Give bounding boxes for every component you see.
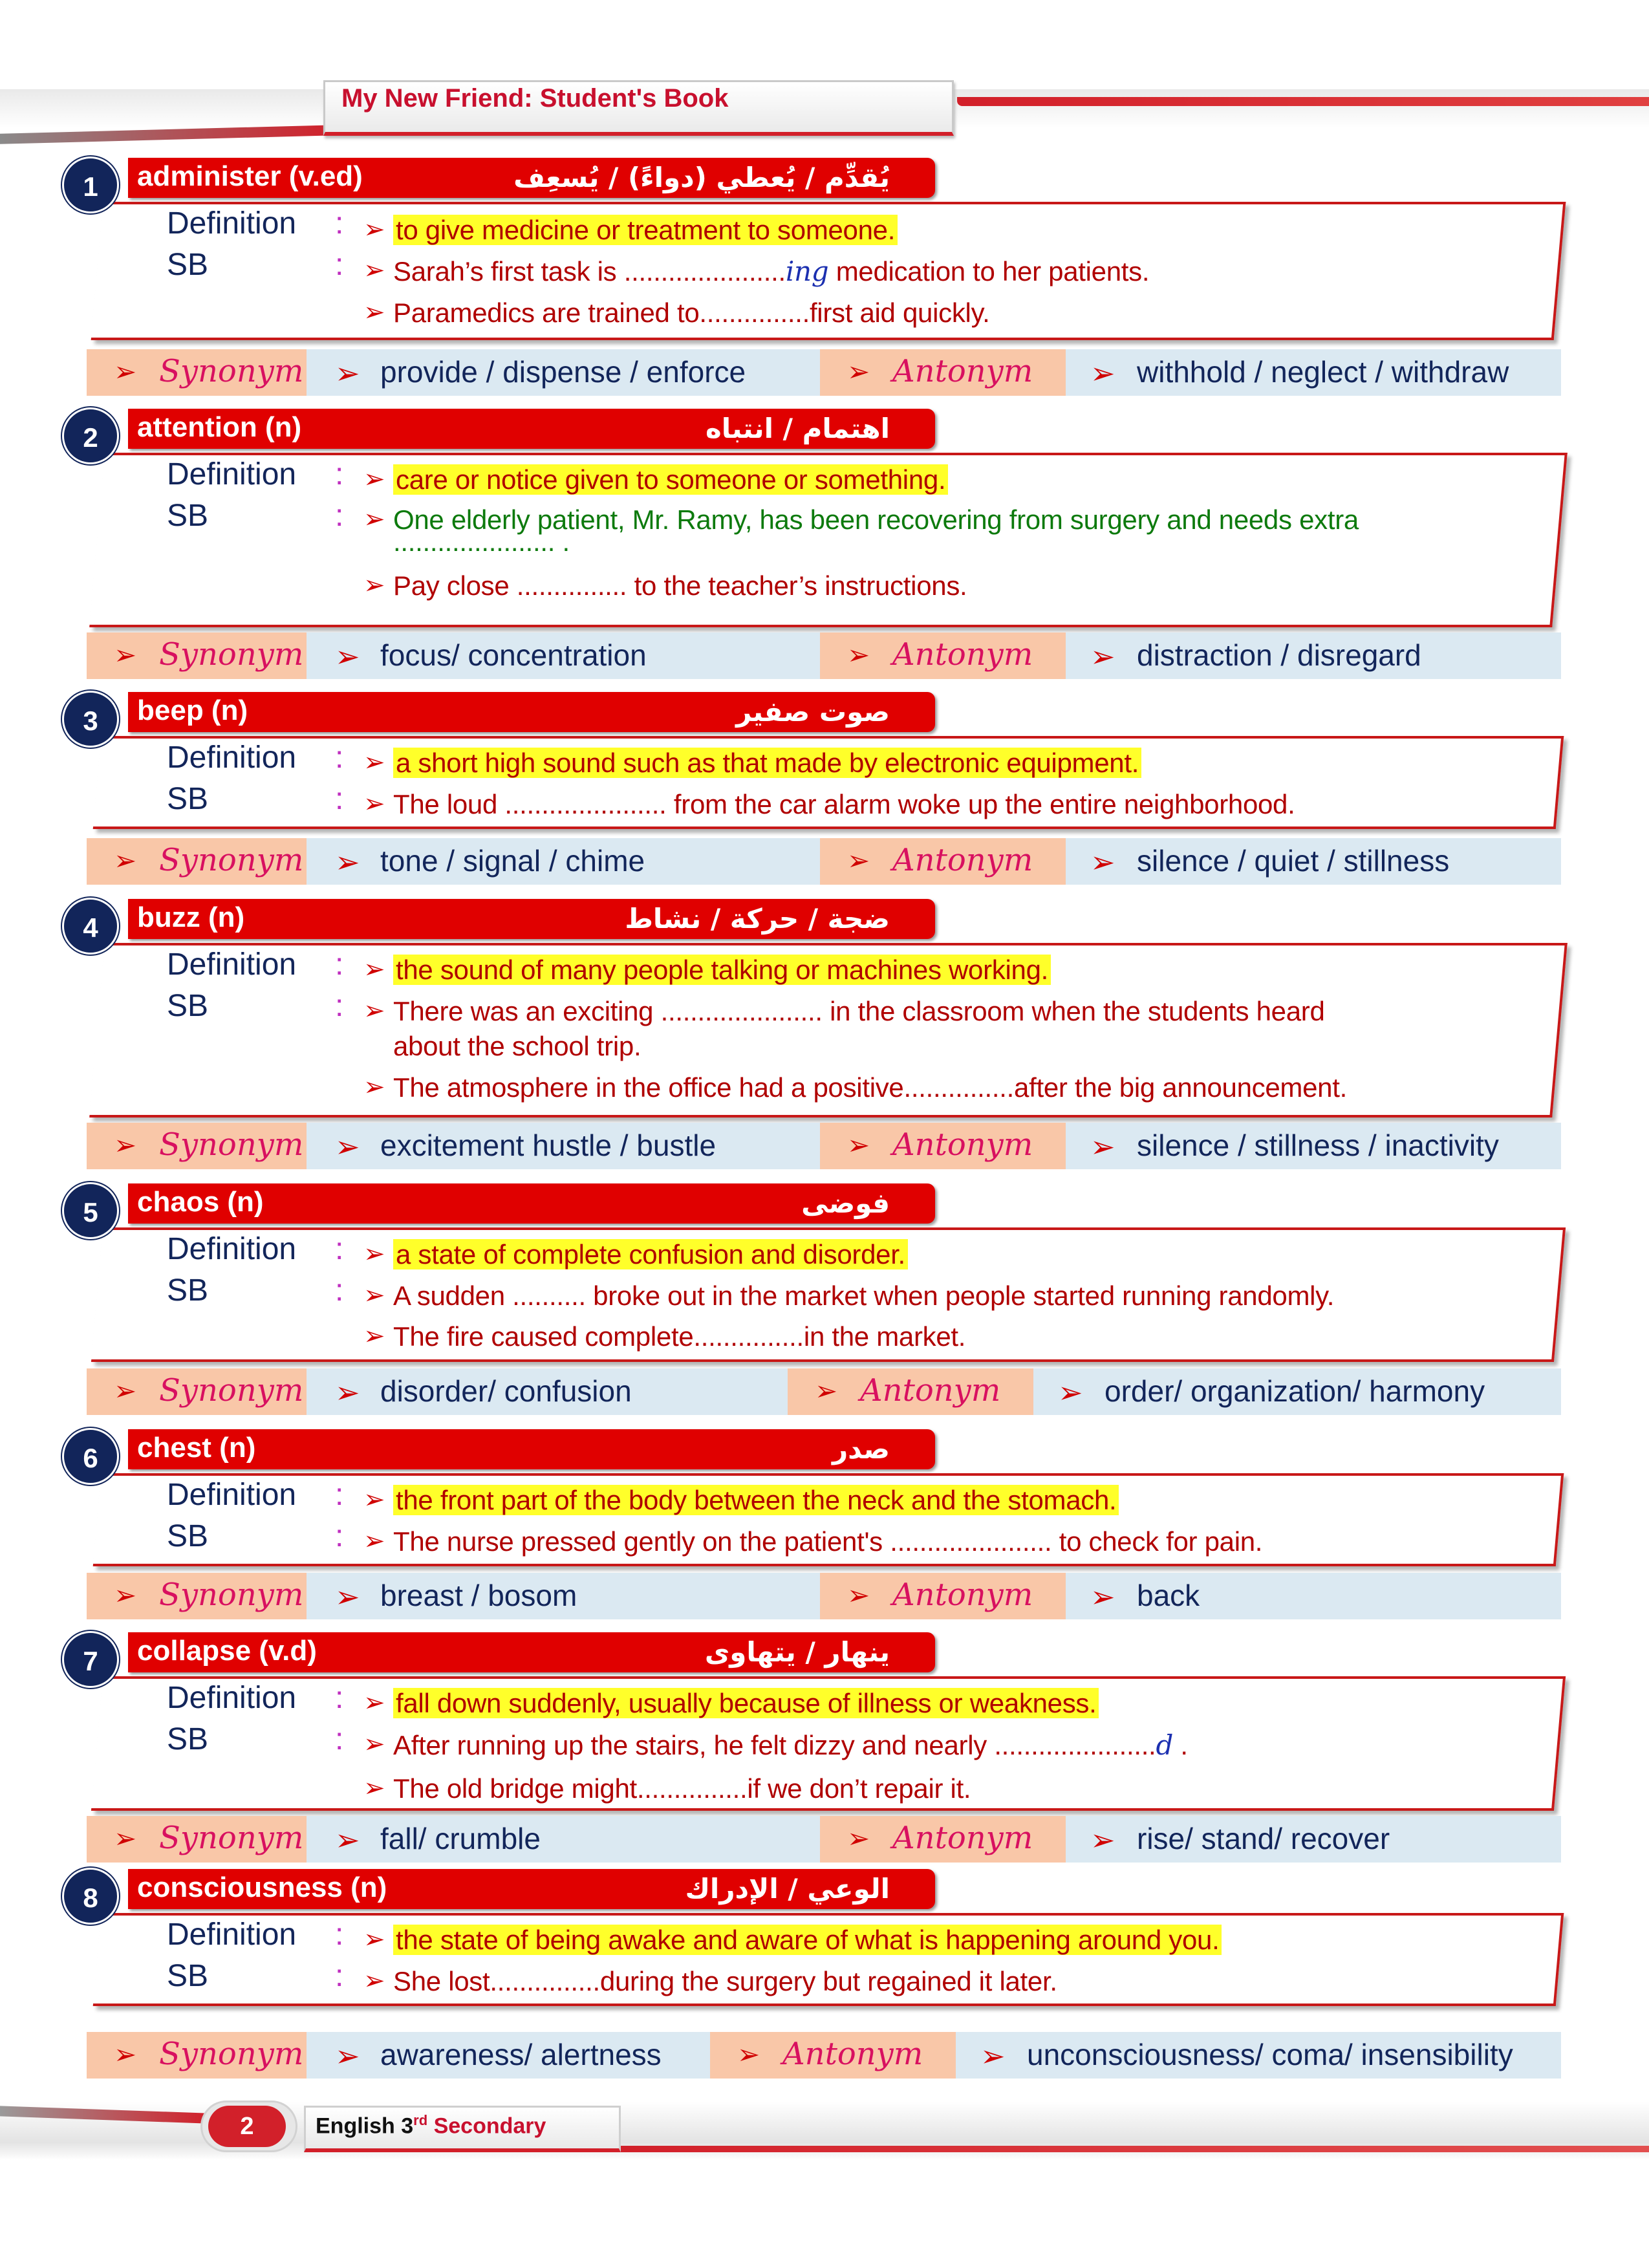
antonym-tag (820, 349, 1066, 396)
definition-label: Definition (167, 740, 297, 775)
sb-label: SB (167, 1519, 209, 1553)
antonym-tag (788, 1368, 1033, 1415)
sb-colon: : (335, 989, 344, 1023)
sb-label: SB (167, 782, 209, 816)
definition-text: the front part of the body between the neck and the stomach. (393, 1485, 1119, 1515)
example-text: ...................... . (393, 526, 570, 557)
headword: chest (n) (137, 1432, 256, 1463)
definition-text: the state of being awake and aware of what is happening around you. (393, 1925, 1222, 1955)
synonym-tag (87, 632, 307, 679)
definition-label: Definition (167, 947, 297, 982)
antonym-arrow: ➢ (1090, 1580, 1116, 1614)
arrow-icon: ➢ (363, 298, 385, 327)
sb-label: SB (167, 499, 209, 533)
example-text: The old bridge might...............if we don’t repair it. (393, 1773, 971, 1804)
headword: administer (v.ed) (137, 160, 363, 192)
synonym-label: Synonym (159, 1820, 304, 1856)
header-stripe-right (957, 97, 1649, 106)
headword: buzz (n) (137, 902, 245, 933)
definition-colon: : (335, 740, 344, 775)
definition-text-line (363, 955, 1051, 986)
definition-text-line (363, 1925, 1222, 1956)
synonym-arrow: ➢ (335, 640, 360, 673)
page-number: 2 (208, 2106, 286, 2147)
sb-label: SB (167, 1722, 209, 1756)
arrow-icon: ➢ (363, 505, 385, 534)
entry-number: 2 (62, 407, 119, 464)
entry-number: 1 (62, 157, 119, 213)
antonym-arrow: ➢ (1090, 640, 1116, 673)
definition-text-line (363, 1688, 1099, 1719)
arrow-icon: ➢ (847, 1130, 870, 1160)
definition-text: to give medicine or treatment to someone. (393, 215, 898, 245)
example-sentence (363, 789, 1295, 820)
synonym-label: Synonym (159, 1127, 304, 1163)
headword: collapse (v.d) (137, 1635, 317, 1667)
synonym-values: focus/ concentration (380, 638, 647, 672)
definition-colon: : (335, 1478, 344, 1512)
synonym-values: tone / signal / chime (380, 844, 645, 878)
synonym-label: Synonym (159, 842, 304, 878)
antonym-tag (820, 1816, 1066, 1863)
arrow-icon: ➢ (114, 1130, 137, 1160)
word-header-bar (128, 1429, 935, 1469)
arrow-icon: ➢ (363, 1322, 385, 1350)
synonym-label: Synonym (159, 1372, 304, 1409)
arrow-icon: ➢ (114, 1376, 137, 1406)
arabic-translation: يُقدِّم / يُعطي (دواءً) / يُسعِف (513, 162, 890, 193)
synonym-tag (87, 1573, 307, 1619)
word-header-bar (128, 1632, 935, 1672)
example-sentence (363, 1321, 966, 1352)
sb-colon: : (335, 1959, 344, 1993)
antonym-values: silence / stillness / inactivity (1137, 1129, 1499, 1162)
antonym-tag (820, 1123, 1066, 1169)
example-text: Sarah’s first task is ...................... (393, 256, 786, 286)
example-sentence (363, 255, 1150, 287)
headword: chaos (n) (137, 1186, 264, 1218)
entry-number: 7 (62, 1631, 119, 1688)
arabic-translation: فوضى (801, 1187, 890, 1219)
antonym-label: Antonym (892, 1577, 1033, 1613)
sb-colon: : (335, 499, 344, 533)
example-text: Paramedics are trained to...............first aid quickly. (393, 297, 990, 328)
arrow-icon: ➢ (847, 640, 870, 670)
example-text: The fire caused complete...............in the market. (393, 1321, 966, 1352)
arrow-icon: ➢ (363, 215, 385, 244)
arabic-translation: ينهار / يتهاوى (704, 1636, 890, 1668)
example-text: There was an exciting ...................... in the classroom when the students heard (393, 996, 1325, 1026)
sb-colon: : (335, 1519, 344, 1553)
arrow-icon: ➢ (363, 1925, 385, 1954)
antonym-label: Antonym (892, 636, 1033, 673)
antonym-arrow: ➢ (1058, 1376, 1083, 1409)
sb-colon: : (335, 248, 344, 282)
word-header-bar (128, 692, 935, 732)
definition-colon: : (335, 206, 344, 241)
arrow-icon: ➢ (737, 2039, 760, 2069)
example-sentence (363, 1072, 1347, 1103)
footer-label-prefix: English 3 (316, 2113, 414, 2139)
example-sentence (363, 996, 1325, 1027)
antonym-values: withhold / neglect / withdraw (1137, 355, 1509, 389)
definition-text: the sound of many people talking or machines working. (393, 955, 1051, 985)
antonym-values: rise/ stand/ recover (1137, 1822, 1390, 1855)
example-sentence (363, 1773, 971, 1804)
antonym-label: Antonym (892, 842, 1033, 878)
antonym-values: order/ organization/ harmony (1105, 1374, 1485, 1408)
antonym-label: Antonym (892, 353, 1033, 389)
synonym-values: excitement hustle / bustle (380, 1129, 717, 1162)
arrow-icon: ➢ (114, 2039, 137, 2069)
antonym-label: Antonym (860, 1372, 1001, 1409)
arrow-icon: ➢ (363, 955, 385, 984)
arrow-icon: ➢ (815, 1376, 838, 1406)
headword: beep (n) (137, 695, 248, 726)
definition-text-line (363, 464, 948, 495)
synonym-tag (87, 1123, 307, 1169)
synonym-values: awareness/ alertness (380, 2038, 662, 2071)
arrow-icon: ➢ (363, 1281, 385, 1310)
definition-label: Definition (167, 206, 297, 241)
synonym-tag (87, 1816, 307, 1863)
definition-text-line (363, 748, 1141, 779)
example-text-end: medication to her patients. (828, 256, 1150, 286)
arabic-translation: صدر (832, 1433, 890, 1465)
definition-label: Definition (167, 457, 297, 491)
arrow-icon: ➢ (363, 1774, 385, 1802)
definition-text: fall down suddenly, usually because of illness or weakness. (393, 1688, 1099, 1718)
synonym-arrow: ➢ (335, 2039, 360, 2073)
synonym-tag (87, 1368, 307, 1415)
definition-label: Definition (167, 1917, 297, 1952)
arabic-translation: اهتمام / انتباه (706, 413, 890, 444)
handwritten-answer: d (1156, 1729, 1174, 1761)
arrow-icon: ➢ (363, 256, 385, 285)
arrow-icon: ➢ (363, 748, 385, 777)
headword: attention (n) (137, 411, 302, 443)
example-text: She lost...............during the surgery but regained it later. (393, 1966, 1057, 1996)
example-text: The loud ...................... from the car alarm woke up the entire neighborhood. (393, 789, 1295, 819)
definition-label: Definition (167, 1232, 297, 1266)
definition-text-line (363, 1239, 908, 1270)
word-header-bar (128, 1869, 935, 1909)
antonym-arrow: ➢ (1090, 1823, 1116, 1857)
arrow-icon: ➢ (847, 1580, 870, 1610)
arrow-icon: ➢ (114, 640, 137, 670)
sb-label: SB (167, 989, 209, 1023)
definition-colon: : (335, 457, 344, 491)
definition-colon: : (335, 1232, 344, 1266)
definition-text-line (363, 1485, 1119, 1516)
example-sentence (363, 297, 990, 329)
arabic-translation: ضجة / حركة / نشاط (625, 903, 890, 934)
synonym-tag (87, 838, 307, 885)
synonym-values: provide / dispense / enforce (380, 355, 746, 389)
entry-number: 8 (62, 1868, 119, 1925)
example-text: about the school trip. (393, 1031, 641, 1061)
arrow-icon: ➢ (363, 790, 385, 818)
example-sentence (393, 526, 570, 557)
synonym-arrow: ➢ (335, 356, 360, 390)
arrow-icon: ➢ (363, 1240, 385, 1268)
footer-label (316, 2112, 546, 2139)
sb-colon: : (335, 1722, 344, 1756)
synonym-arrow: ➢ (335, 1130, 360, 1163)
synonym-label: Synonym (159, 636, 304, 673)
arrow-icon: ➢ (363, 1730, 385, 1758)
definition-text: a state of complete confusion and disorder. (393, 1239, 908, 1269)
example-sentence (363, 1526, 1263, 1557)
definition-text: care or notice given to someone or something. (393, 464, 948, 495)
synonym-arrow: ➢ (335, 845, 360, 879)
arrow-icon: ➢ (363, 1073, 385, 1101)
antonym-tag (820, 632, 1066, 679)
arrow-icon: ➢ (363, 571, 385, 599)
book-title: My New Friend: Student's Book (341, 84, 729, 113)
example-text: A sudden .......... broke out in the market when people started running randomly. (393, 1280, 1335, 1311)
handwritten-answer: ing (785, 255, 829, 287)
arrow-icon: ➢ (363, 1689, 385, 1717)
antonym-label: Antonym (782, 2036, 923, 2072)
definition-label: Definition (167, 1478, 297, 1512)
arrow-icon: ➢ (847, 1823, 870, 1853)
footer-stripe-right (621, 2146, 1649, 2152)
example-text-end: . (1173, 1730, 1188, 1760)
synonym-tag (87, 2032, 307, 2079)
synonym-arrow: ➢ (335, 1376, 360, 1409)
synonym-label: Synonym (159, 2036, 304, 2072)
sb-label: SB (167, 248, 209, 282)
synonym-label: Synonym (159, 353, 304, 389)
entry-number: 5 (62, 1182, 119, 1239)
synonym-values: breast / bosom (380, 1579, 577, 1612)
entry-number: 3 (62, 691, 119, 748)
sb-label: SB (167, 1959, 209, 1993)
definition-colon: : (335, 947, 344, 982)
arrow-icon: ➢ (363, 1967, 385, 1995)
antonym-values: unconsciousness/ coma/ insensibility (1027, 2038, 1513, 2071)
antonym-values: distraction / disregard (1137, 638, 1421, 672)
example-sentence (363, 1280, 1335, 1312)
example-text: After running up the stairs, he felt dizzy and nearly ...................... (393, 1730, 1156, 1760)
word-header-bar (128, 899, 935, 939)
antonym-arrow: ➢ (1090, 1130, 1116, 1163)
example-text: One elderly patient, Mr. Ramy, has been recovering from surgery and needs extra (393, 504, 1359, 535)
entry-number: 6 (62, 1428, 119, 1485)
word-header-bar (128, 409, 935, 449)
example-sentence (363, 570, 967, 601)
arrow-icon: ➢ (363, 1527, 385, 1555)
antonym-arrow: ➢ (1090, 356, 1116, 390)
arrow-icon: ➢ (363, 1485, 385, 1514)
antonym-tag (820, 1573, 1066, 1619)
footer-label-sup: rd (413, 2112, 428, 2128)
example-sentence (393, 1031, 641, 1062)
synonym-arrow: ➢ (335, 1580, 360, 1614)
arrow-icon: ➢ (847, 356, 870, 387)
example-text: The atmosphere in the office had a positive...............after the big announcement. (393, 1072, 1347, 1103)
antonym-tag (710, 2032, 956, 2079)
antonym-values: silence / quiet / stillness (1137, 844, 1450, 878)
antonym-label: Antonym (892, 1127, 1033, 1163)
arrow-icon: ➢ (363, 465, 385, 493)
synonym-label: Synonym (159, 1577, 304, 1613)
arrow-icon: ➢ (114, 1823, 137, 1853)
arrow-icon: ➢ (847, 845, 870, 876)
antonym-label: Antonym (892, 1820, 1033, 1856)
arrow-icon: ➢ (114, 356, 137, 387)
example-text: Pay close ............... to the teacher’s instructions. (393, 570, 967, 601)
definition-colon: : (335, 1681, 344, 1715)
headword: consciousness (n) (137, 1872, 387, 1903)
footer-label-suffix: Secondary (433, 2113, 546, 2139)
antonym-values: back (1137, 1579, 1200, 1612)
entry-number: 4 (62, 898, 119, 955)
sb-colon: : (335, 1273, 344, 1308)
definition-colon: : (335, 1917, 344, 1952)
sb-colon: : (335, 782, 344, 816)
definition-text: a short high sound such as that made by electronic equipment. (393, 748, 1141, 778)
arabic-translation: الوعي / الإدراك (685, 1873, 890, 1905)
definition-label: Definition (167, 1681, 297, 1715)
arrow-icon: ➢ (114, 845, 137, 876)
arrow-icon: ➢ (363, 997, 385, 1025)
antonym-arrow: ➢ (1090, 845, 1116, 879)
arrow-icon: ➢ (114, 1580, 137, 1610)
example-sentence (363, 1966, 1057, 1997)
definition-text-line (363, 215, 898, 246)
example-text: The nurse pressed gently on the patient's ...................... to check for pain. (393, 1526, 1263, 1557)
synonym-values: disorder/ confusion (380, 1374, 632, 1408)
synonym-values: fall/ crumble (380, 1822, 541, 1855)
synonym-tag (87, 349, 307, 396)
example-sentence (363, 1729, 1188, 1761)
arabic-translation: صوت صفير (736, 696, 890, 728)
antonym-arrow: ➢ (980, 2039, 1006, 2073)
word-header-bar (128, 158, 935, 198)
sb-label: SB (167, 1273, 209, 1308)
synonym-arrow: ➢ (335, 1823, 360, 1857)
word-header-bar (128, 1183, 935, 1224)
antonym-tag (820, 838, 1066, 885)
